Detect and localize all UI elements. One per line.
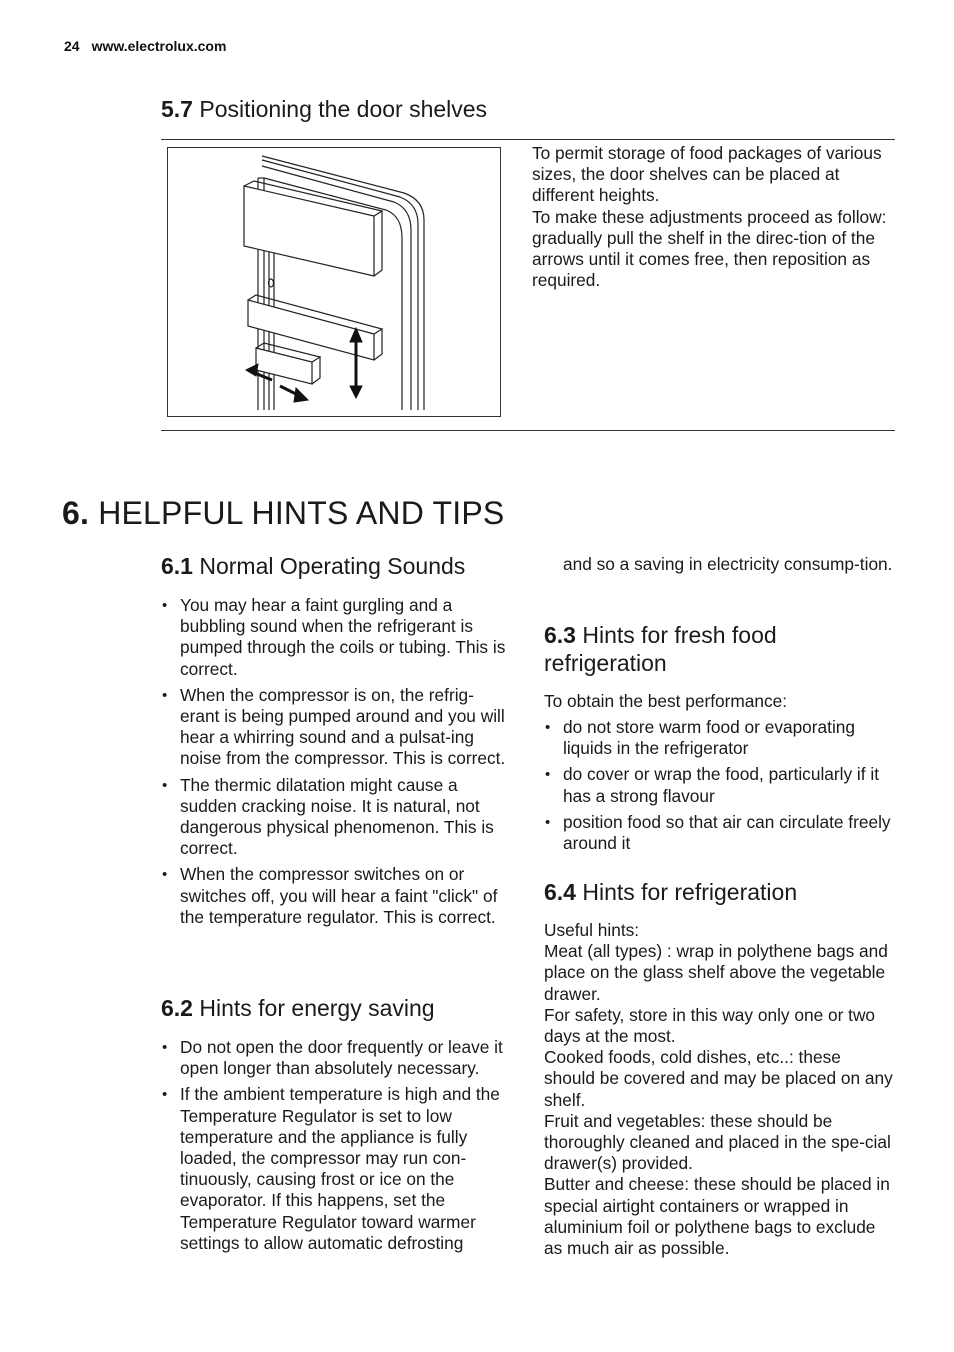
section-6-3-bullet-list (544, 717, 896, 859)
list-item: • When the compressor switches on or switches off, you will hear a faint "click" of the temperature regulator. This is correct. (161, 864, 511, 928)
section-6-4-heading (544, 879, 797, 906)
paragraph: Fruit and vegetables: these should be thoroughly cleaned and placed in the spe-cial drawer(s) provided. (544, 1110, 891, 1174)
paragraph: To permit storage of food packages of various sizes, the door shelves can be placed at different heights. (532, 143, 882, 206)
list-item: • do cover or wrap the food, particularly if it has a strong flavour (544, 764, 896, 806)
section-title-line-2: refrigeration (544, 650, 667, 676)
section-6-1-heading (161, 553, 465, 580)
section-number: 6.2 (161, 995, 193, 1021)
list-item: • do not store warm food or evaporating liquids in the refrigerator (544, 717, 896, 759)
section-title: Positioning the door shelves (199, 96, 488, 122)
section-6-2-bullet-list (161, 1037, 511, 1259)
section-6-4-text (544, 920, 896, 1259)
list-item: • position food so that air can circulate freely around it (544, 812, 896, 854)
chapter-6-heading (62, 495, 504, 532)
section-6-2-heading (161, 995, 435, 1022)
paragraph: To make these adjustments proceed as follow: gradually pull the shelf in the direc-tion of the arrows until it comes free, then reposition as required. (532, 206, 887, 291)
section-title-line-1: Hints for fresh food (582, 622, 777, 648)
list-item: • If the ambient temperature is high and the Temperature Regulator is set to low temperature and the appliance is fully loaded, the compressor may run con-tinuously, causing frost or ice on the evaporator. If this happens, set the Temperature Regulator toward warmer settings to allow automatic defrosting (161, 1084, 511, 1254)
bottom-rule (161, 430, 895, 431)
section-number: 6.3 (544, 622, 576, 648)
list-item: • You may hear a faint gurgling and a bubbling sound when the refrigerant is pumped through the coils or tubing. This is correct. (161, 595, 511, 680)
section-title: Hints for refrigeration (582, 879, 798, 905)
paragraph: Butter and cheese: these should be placed in special airtight containers or wrapped in aluminium foil or polythene bags to exclude as much air as possible. (544, 1174, 890, 1259)
top-rule (161, 139, 895, 140)
paragraph: For safety, store in this way only one or two days at the most. (544, 1004, 876, 1047)
section-6-2-continuation: and so a saving in electricity consump-tion. (563, 554, 893, 574)
section-number: 6.4 (544, 879, 576, 905)
page-header (64, 38, 226, 54)
page-number: 24 (64, 38, 80, 54)
paragraph: Cooked foods, cold dishes, etc..: these should be covered and may be placed on any shelf. (544, 1047, 893, 1110)
section-6-3-heading (544, 621, 777, 677)
paragraph: Meat (all types) : wrap in polythene bags and place on the glass shelf above the vegetable drawer. (544, 941, 888, 1004)
section-5-7-heading (161, 96, 487, 123)
section-title: Hints for energy saving (199, 995, 435, 1021)
section-number: 5.7 (161, 96, 193, 122)
section-6-3-intro: To obtain the best performance: (544, 691, 788, 711)
section-5-7-text (532, 143, 887, 291)
website-url: www.electrolux.com (91, 38, 227, 54)
paragraph: Useful hints: (544, 920, 640, 940)
section-title: Normal Operating Sounds (199, 553, 466, 579)
list-item: • When the compressor is on, the refrig-erant is being pumped around and you will hear a whirring sound and a pulsat-ing noise from the compressor. This is correct. (161, 685, 511, 770)
chapter-title: HELPFUL HINTS AND TIPS (98, 495, 505, 531)
list-item: • The thermic dilatation might cause a sudden cracking noise. It is natural, not dangerous physical phenomenon. This is correct. (161, 775, 511, 860)
door-shelf-drawing (168, 148, 500, 416)
section-number: 6.1 (161, 553, 193, 579)
list-item: • Do not open the door frequently or leave it open longer than absolutely necessary. (161, 1037, 511, 1079)
section-6-1-bullet-list (161, 595, 511, 933)
door-shelf-illustration (167, 147, 501, 417)
chapter-number: 6. (62, 495, 90, 531)
